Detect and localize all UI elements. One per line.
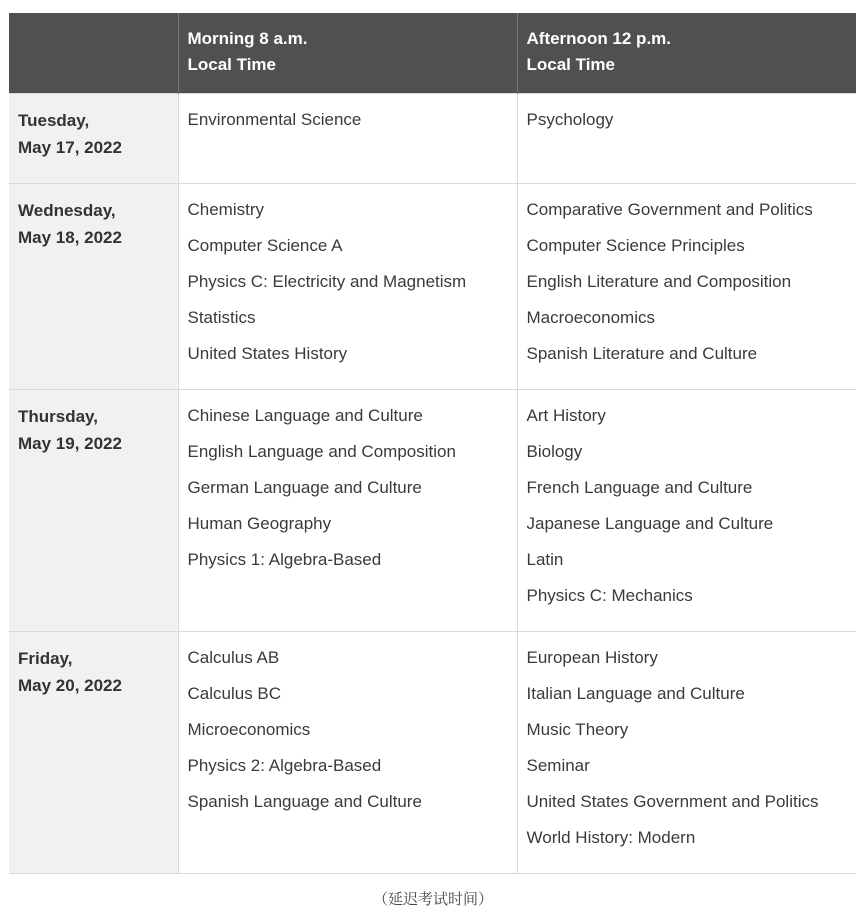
exam-item: Seminar <box>526 755 590 775</box>
exam-item: Psychology <box>526 109 614 129</box>
morning-exam-list <box>188 102 508 138</box>
date-label: May 17, 2022 <box>18 137 122 157</box>
exam-item: Chemistry <box>187 199 265 219</box>
exam-item: Physics 2: Algebra-Based <box>187 755 382 775</box>
date-cell <box>9 93 178 183</box>
exam-item: Human Geography <box>187 513 332 533</box>
afternoon-cell <box>517 389 856 631</box>
exam-item: United States History <box>187 343 348 363</box>
morning-cell <box>178 93 517 183</box>
exam-item: English Language and Composition <box>187 441 456 461</box>
exam-item: Environmental Science <box>187 109 362 129</box>
exam-item: Latin <box>526 549 564 569</box>
exam-item: Biology <box>526 441 583 461</box>
exam-item: European History <box>526 647 658 667</box>
exam-item: Statistics <box>187 307 256 327</box>
morning-exam-list <box>188 398 508 578</box>
exam-item: Art History <box>526 405 606 425</box>
exam-item: French Language and Culture <box>526 477 753 497</box>
weekday-label: Friday, <box>18 648 73 668</box>
header-morning-column <box>178 13 517 93</box>
table-row <box>9 183 856 389</box>
header-date-column <box>9 13 178 93</box>
exam-item: Computer Science A <box>187 235 343 255</box>
exam-item: Physics C: Mechanics <box>526 585 693 605</box>
afternoon-cell <box>517 631 856 873</box>
date-cell <box>9 631 178 873</box>
exam-item: German Language and Culture <box>187 477 422 497</box>
table-caption: （延迟考试时间） <box>372 890 493 908</box>
exam-schedule-table <box>9 13 856 874</box>
afternoon-exam-list <box>527 102 848 138</box>
table-body <box>9 93 856 873</box>
exam-item: Comparative Government and Politics <box>526 199 813 219</box>
date-label: May 18, 2022 <box>18 227 122 247</box>
table-row <box>9 389 856 631</box>
date-cell <box>9 389 178 631</box>
header-afternoon-local: Local Time <box>526 55 615 74</box>
weekday-label: Thursday, <box>18 406 98 426</box>
morning-exam-list <box>188 640 508 820</box>
header-morning-local: Local Time <box>187 55 276 74</box>
date-cell <box>9 183 178 389</box>
header-afternoon-time: Afternoon 12 p.m. <box>526 29 672 48</box>
exam-item: English Literature and Composition <box>526 271 792 291</box>
weekday-label: Tuesday, <box>18 110 90 130</box>
exam-item: Chinese Language and Culture <box>187 405 423 425</box>
afternoon-cell <box>517 93 856 183</box>
afternoon-exam-list <box>527 398 848 614</box>
morning-cell <box>178 389 517 631</box>
exam-item: Spanish Language and Culture <box>187 791 422 811</box>
exam-item: Physics C: Electricity and Magnetism <box>187 271 467 291</box>
afternoon-exam-list <box>527 640 848 856</box>
afternoon-exam-list <box>527 192 848 372</box>
date-label: May 20, 2022 <box>18 675 122 695</box>
exam-item: Spanish Literature and Culture <box>526 343 758 363</box>
exam-item: Physics 1: Algebra-Based <box>187 549 382 569</box>
table-header <box>9 13 856 93</box>
exam-item: Macroeconomics <box>526 307 655 327</box>
weekday-label: Wednesday, <box>18 200 116 220</box>
exam-item: Calculus BC <box>187 683 282 703</box>
date-label: May 19, 2022 <box>18 433 122 453</box>
afternoon-cell <box>517 183 856 389</box>
exam-item: Microeconomics <box>187 719 311 739</box>
exam-item: Japanese Language and Culture <box>526 513 774 533</box>
morning-exam-list <box>188 192 508 372</box>
exam-item: United States Government and Politics <box>526 791 819 811</box>
morning-cell <box>178 631 517 873</box>
table-row <box>9 93 856 183</box>
exam-item: Calculus AB <box>187 647 280 667</box>
exam-item: Computer Science Principles <box>526 235 745 255</box>
header-morning-time: Morning 8 a.m. <box>187 29 308 48</box>
table-row <box>9 631 856 873</box>
exam-item: Music Theory <box>526 719 629 739</box>
exam-item: Italian Language and Culture <box>526 683 745 703</box>
exam-item: World History: Modern <box>526 827 696 847</box>
header-afternoon-column <box>517 13 856 93</box>
morning-cell <box>178 183 517 389</box>
header-row <box>9 13 856 93</box>
